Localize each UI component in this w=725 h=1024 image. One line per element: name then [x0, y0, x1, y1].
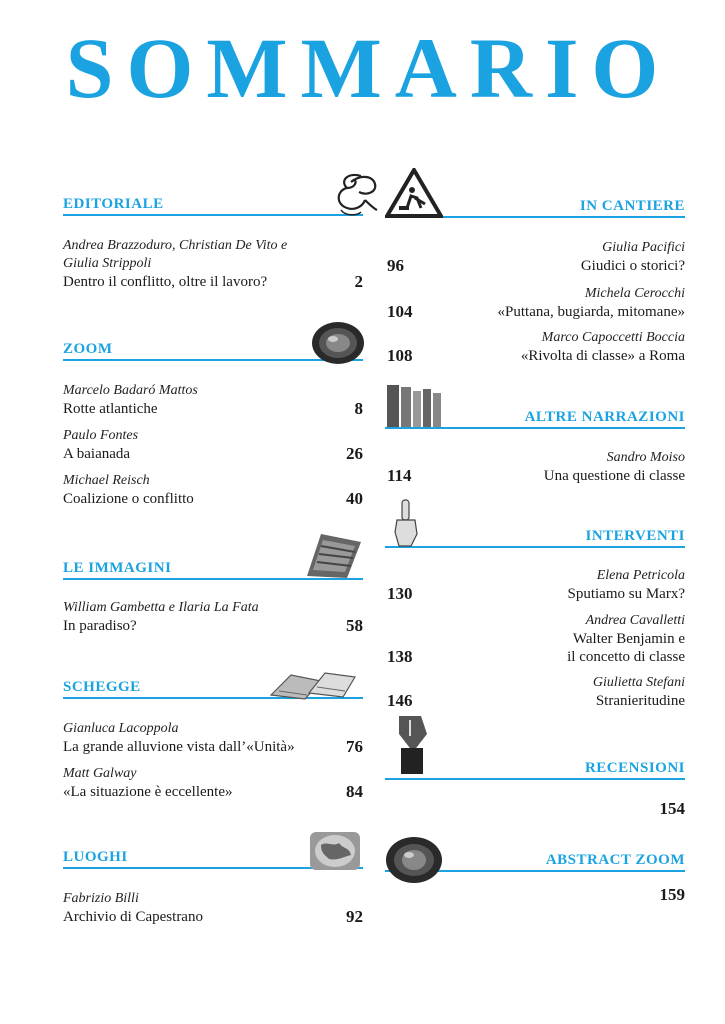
entry-author: Gianluca Lacoppola [63, 721, 179, 736]
entry-page: 108 [387, 346, 413, 365]
entry-page: 159 [659, 885, 685, 904]
camera-lens-icon [385, 836, 443, 884]
section-label: ALTRE NARRAZIONI [524, 409, 685, 425]
entry-title: Coalizione o conflitto [63, 491, 194, 507]
section-label: IN CANTIERE [579, 198, 685, 214]
toc-entry[interactable] [385, 285, 685, 321]
entry-title: «La situazione è eccellente» [63, 784, 233, 800]
toc-entry[interactable] [385, 239, 685, 275]
section-label: SCHEGGE [63, 679, 141, 695]
entry-page: 154 [659, 799, 685, 818]
entry-page: 8 [354, 399, 363, 418]
section-zoom [63, 337, 363, 361]
entry-author: Giulietta Stefani [592, 675, 685, 690]
toc-entry[interactable] [63, 382, 363, 418]
section-label: ABSTRACT ZOOM [545, 852, 685, 868]
entry-page: 104 [387, 302, 413, 321]
open-books-icon [269, 667, 361, 701]
section-editoriale [63, 192, 363, 216]
entry-page: 130 [387, 584, 413, 603]
toc-entry[interactable] [385, 674, 685, 710]
section-luoghi [63, 845, 363, 869]
toc-entry[interactable] [385, 612, 685, 666]
entry-author: Paulo Fontes [63, 428, 139, 443]
entry-page: 2 [354, 272, 363, 291]
entry-page: 84 [346, 782, 363, 801]
section-label: ZOOM [63, 341, 113, 357]
entry-author: Andrea Brazzoduro, Christian De Vito e [63, 238, 288, 253]
section-abstract [385, 848, 685, 872]
section-header [63, 192, 363, 216]
entry-author: Michela Cerocchi [584, 286, 685, 301]
section-label: RECENSIONI [584, 760, 685, 776]
entry-page: 146 [387, 691, 413, 710]
entry-author: Elena Petricola [596, 568, 685, 583]
entry-title: Dentro il conflitto, oltre il lavoro? [63, 274, 268, 290]
entry-page: 40 [346, 489, 363, 508]
section-interventi [385, 524, 685, 548]
entry-author: Andrea Cavalletti [585, 613, 685, 628]
film-strip-icon [303, 530, 363, 580]
books-icon [385, 383, 443, 429]
toc-entry[interactable] [63, 599, 363, 635]
entry-title: Rotte atlantiche [63, 401, 158, 417]
globe-icon [309, 831, 361, 871]
toc-entry[interactable] [63, 237, 363, 291]
entry-title: La grande alluvione vista dall’«Unità» [63, 739, 295, 755]
entry-author: Giulia Strippoli [63, 256, 152, 271]
entry-author: Marco Capoccetti Boccia [541, 330, 685, 345]
ampersand-icon [331, 170, 381, 218]
entry-author: Sandro Moiso [606, 450, 685, 465]
entry-page: 26 [346, 444, 363, 463]
toc-entry[interactable] [385, 567, 685, 603]
roadwork-sign-icon [385, 168, 443, 218]
toc-entry[interactable] [63, 427, 363, 463]
entry-author: Michael Reisch [63, 473, 150, 488]
entry-page: 76 [346, 737, 363, 756]
raised-finger-icon [391, 498, 421, 548]
entry-title: A baianada [63, 446, 131, 462]
toc-entry[interactable] [385, 449, 685, 485]
entry-title: Sputiamo su Marx? [567, 586, 685, 602]
section-header [385, 524, 685, 548]
page-title: SOMMARIO [65, 20, 672, 116]
entry-title: Una questione di classe [543, 468, 685, 484]
toc-entry[interactable] [385, 329, 685, 365]
toc-entry[interactable] [63, 472, 363, 508]
entry-author: William Gambetta e Ilaria La Fata [63, 600, 259, 615]
entry-title: Stranieritudine [595, 693, 685, 709]
section-label: EDITORIALE [63, 196, 164, 212]
entry-title: Walter Benjamin e [572, 631, 685, 647]
toc-entry[interactable] [385, 886, 685, 905]
fountain-pen-icon [393, 712, 433, 776]
entry-author: Marcelo Badaró Mattos [63, 383, 198, 398]
entry-author: Matt Galway [63, 766, 137, 781]
section-schegge [63, 675, 363, 699]
section-narrazioni [385, 405, 685, 429]
entry-title: Giudici o storici? [580, 258, 685, 274]
entry-title: In paradiso? [63, 618, 137, 634]
camera-lens-icon [311, 321, 365, 365]
section-label: LUOGHI [63, 849, 128, 865]
entry-title: «Rivolta di classe» a Roma [520, 348, 685, 364]
section-label: LE IMMAGINI [63, 560, 172, 576]
section-recensioni [385, 756, 685, 780]
toc-entry[interactable] [63, 765, 363, 801]
entry-page: 58 [346, 616, 363, 635]
entry-title: il concetto di classe [567, 649, 685, 665]
entry-title: Archivio di Capestrano [63, 909, 203, 925]
toc-entry[interactable] [63, 890, 363, 926]
section-label: INTERVENTI [585, 528, 685, 544]
section-immagini [63, 556, 363, 580]
entry-page: 114 [387, 466, 412, 485]
toc-entry[interactable] [63, 720, 363, 756]
toc-entry[interactable] [385, 800, 685, 819]
entry-title: «Puttana, bugiarda, mitomane» [497, 304, 685, 320]
entry-author: Giulia Pacifici [602, 240, 685, 255]
entry-page: 138 [387, 647, 413, 666]
section-cantiere [385, 194, 685, 218]
entry-page: 92 [346, 907, 363, 926]
entry-page: 96 [387, 256, 404, 275]
entry-author: Fabrizio Billi [63, 891, 139, 906]
